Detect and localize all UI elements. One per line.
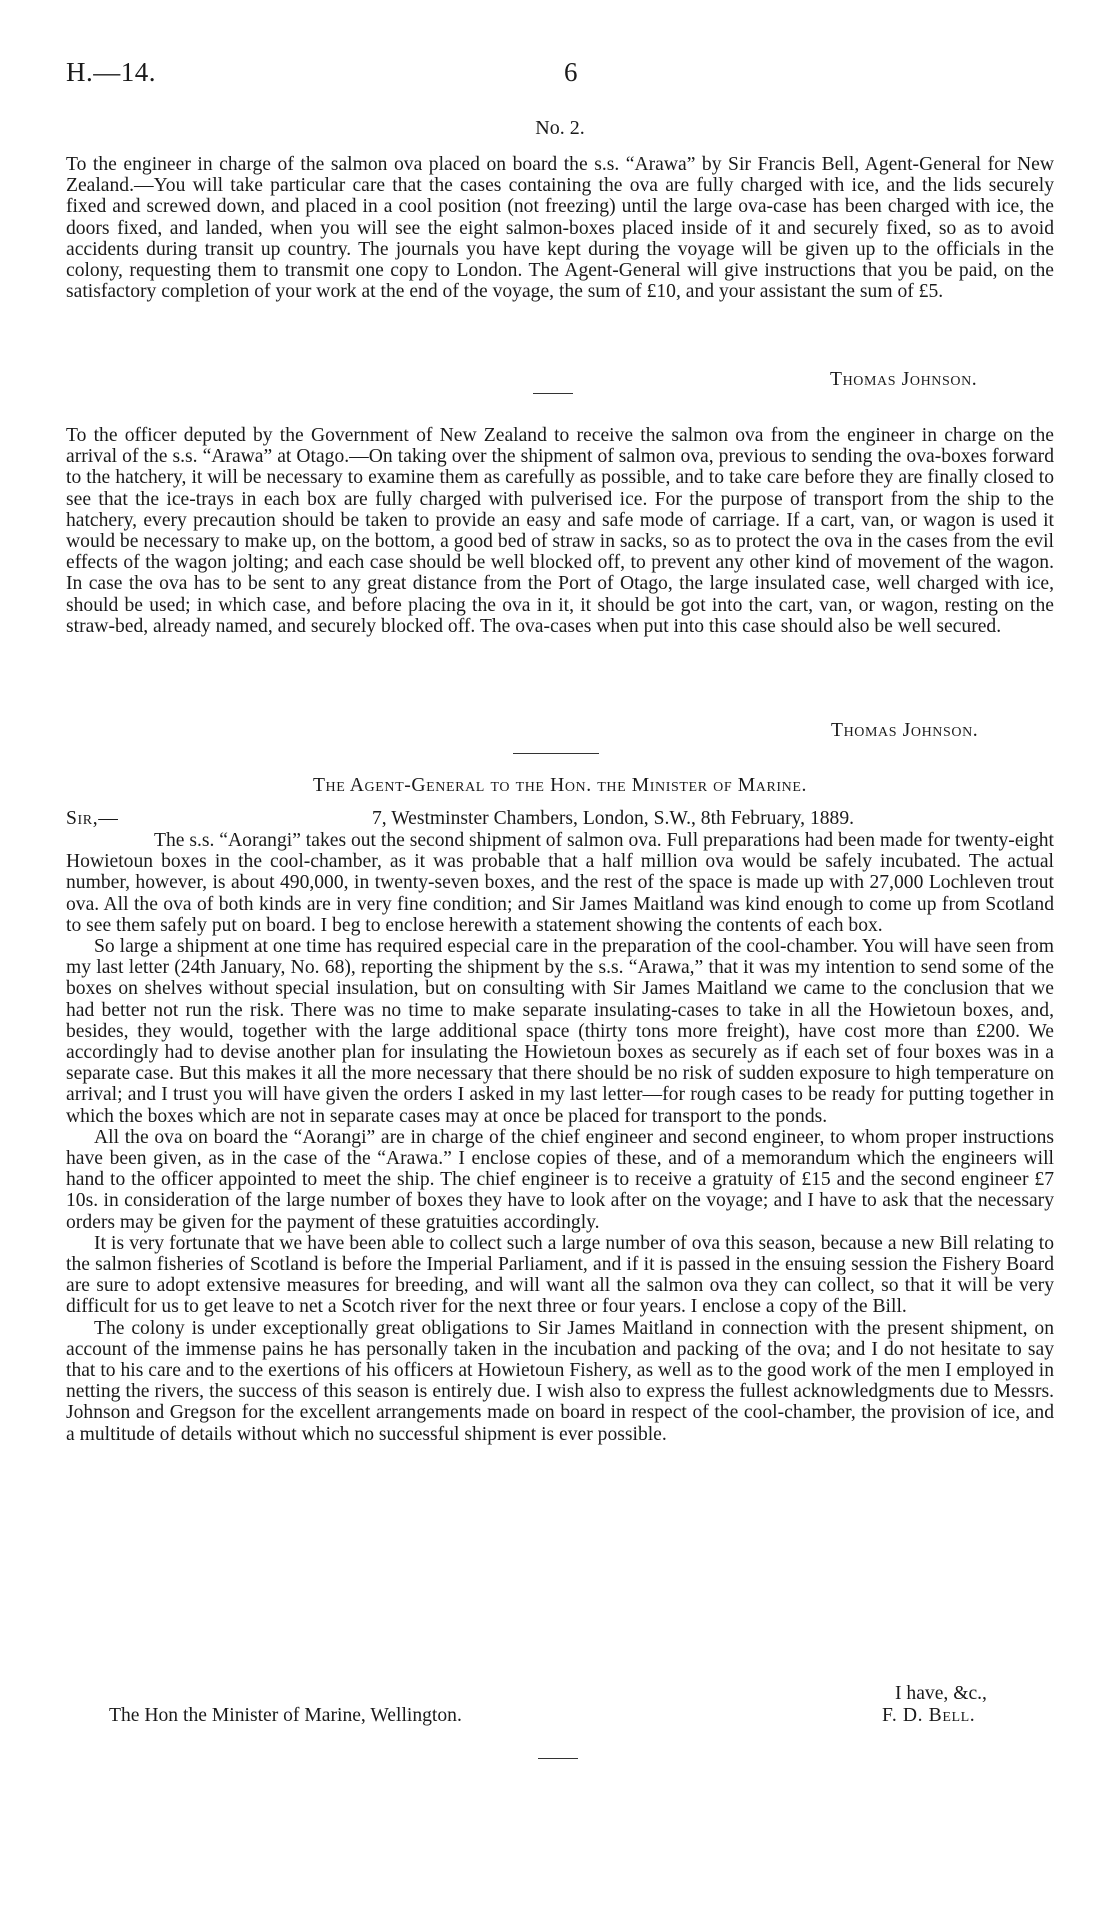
officer-signature: Thomas Johnson. bbox=[831, 720, 979, 741]
divider-short-1 bbox=[533, 393, 573, 394]
letter-salutation: Sir,— bbox=[66, 808, 119, 829]
letter-paragraph: The colony is under exceptionally great obligations to Sir James Maitland in connection with the present shipment, on account of the immense pains he has personally taken in the incubation and packing of the ova; and I do not hesitate to say that to his care and to the exertions of his officers at Howietoun Fishery, as well as to the good work of the men I employed in netting the rivers, the success of this season is entirely due. I wish also to express the fullest acknowledgments due to Messrs. Johnson and Gregson for the excellent arrangements made on board in respect of the cool-chamber, the provision of ice, and a multitude of details without which no successful shipment is ever possible. bbox=[66, 1317, 1054, 1445]
letter-address-date: 7, Westminster Chambers, London, S.W., 8th February, 1889. bbox=[372, 808, 855, 829]
officer-paragraph bbox=[66, 425, 1054, 637]
page-number: 6 bbox=[564, 57, 578, 87]
letter-closing: I have, &c., bbox=[895, 1683, 987, 1704]
letter-signature: F. D. Bell. bbox=[882, 1705, 976, 1726]
no2-paragraph bbox=[66, 154, 1054, 302]
no2-paragraph-text: To the engineer in charge of the salmon ova placed on board the s.s. “Arawa” by Sir Francis Bell, Agent-General for New Zealand.—You will take particular care that the cases containing the ova are fully charged with ice, and the lids securely fixed and screwed down, and placed in a cool position (not freezing) until the large ova-case has been charged with ice, the doors fixed, and landed, when you will see the eight salmon-boxes placed inside of it and securely fixed, so as to avoid accidents during transit up country. The journals you have kept during the voyage will be given up to the officials in the colony, requesting them to transmit one copy to London. The Agent-General will give instructions that you be paid, on the satisfactory completion of your work at the end of the voyage, the sum of £10, and your assistant the sum of £5. bbox=[66, 154, 1054, 303]
divider-long bbox=[513, 753, 599, 754]
letter-paragraph: It is very fortunate that we have been able to collect such a large number of ova this season, because a new Bill relating to the salmon fisheries of Scotland is before the Imperial Parliament, and if it is passed in the ensuing session the Fishery Board are sure to adopt extensive measures for breeding, and will want all the salmon ova they can collect, so that it will be very difficult for us to get leave to net a Scotch river for the next three or four years. I enclose a copy of the Bill. bbox=[66, 1232, 1054, 1318]
letter-addressee: The Hon the Minister of Marine, Wellington. bbox=[109, 1705, 462, 1726]
letter-heading: The Agent-General to the Hon. the Minister of Marine. bbox=[312, 775, 808, 796]
letter-paragraph: So large a shipment at one time has required especial care in the preparation of the cool-chamber. You will have seen from my last letter (24th January, No. 68), reporting the shipment by the s.s. “Arawa,” that it was my intention to send some of the boxes on shelves without special insulation, but on consulting with Sir James Maitland we came to the conclusion that we had better not run the risk. There was no time to make separate insulating-cases to take in all the Howietoun boxes, and, besides, they would, together with the large additional space (thirty tons more freight), have cost more than £200. We accordingly had to devise another plan for insulating the Howietoun boxes as securely as if each set of four boxes was in a separate case. But this makes it all the more necessary that there should be no risk of sudden exposure to high temperature on arrival; and I trust you will have given the orders I asked in my last letter—for rough cases to be ready for putting together in which the boxes which are not in separate cases may at once be placed for transport to the ponds. bbox=[66, 936, 1054, 1127]
section-heading-no2: No. 2. bbox=[535, 117, 585, 139]
divider-short-2 bbox=[538, 1758, 578, 1759]
letter-paragraph: All the ova on board the “Aorangi” are in charge of the chief engineer and second engineer, to whom proper instructions have been given, as in the case of the “Arawa.” I enclose copies of these, and of a memorandum which the engineers will hand to the officer appointed to meet the ship. The chief engineer is to receive a gratuity of £15 and the second engineer £7 10s. in consideration of the large number of boxes they have to look after on the voyage; and I have to ask that the necessary orders may be given for the payment of these gratuities accordingly. bbox=[66, 1126, 1054, 1233]
letter-body bbox=[66, 830, 1054, 1445]
page-series-label: H.—14. bbox=[66, 57, 156, 87]
officer-paragraph-text: To the officer deputed by the Government of New Zealand to receive the salmon ova from the engineer in charge on the arrival of the s.s. “Arawa” at Otago.—On taking over the shipment of salmon ova, previous to sending the ova-boxes forward to the hatchery, it will be necessary to examine them as carefully as possible, and to take care before they are finally closed to see that the ice-trays in each box are fully charged with pulverised ice. For the purpose of transport from the ship to the hatchery, every precaution should be taken to provide an easy and safe mode of carriage. If a cart, van, or wagon is used it would be necessary to make up, on the bottom, a good bed of straw in sacks, so as to protect the ova in the cases from the evil effects of the wagon jolting; and each case should be well blocked off, to prevent any other kind of movement of the wagon. In case the ova has to be sent to any great distance from the Port of Otago, the large insulated case, well charged with ice, should be used; in which case, and before placing the ova in it, it should be got into the cart, van, or wagon, resting on the straw-bed, already named, and securely blocked off. The ova-cases when put into this case should also be well secured. bbox=[66, 425, 1054, 637]
letter-paragraph: The s.s. “Aorangi” takes out the second shipment of salmon ova. Full preparations had been made for twenty-eight Howietoun boxes in the cool-chamber, as it was probable that a half million ova would be safely incubated. The actual number, however, is about 490,000, in twenty-seven boxes, and the rest of the space is made up with 27,000 Lochleven trout ova. All the ova of both kinds are in very fine condition; and Sir James Maitland was kind enough to come up from Scotland to see them safely put on board. I beg to enclose herewith a statement showing the contents of each box. bbox=[66, 830, 1054, 936]
no2-signature: Thomas Johnson. bbox=[830, 369, 978, 390]
